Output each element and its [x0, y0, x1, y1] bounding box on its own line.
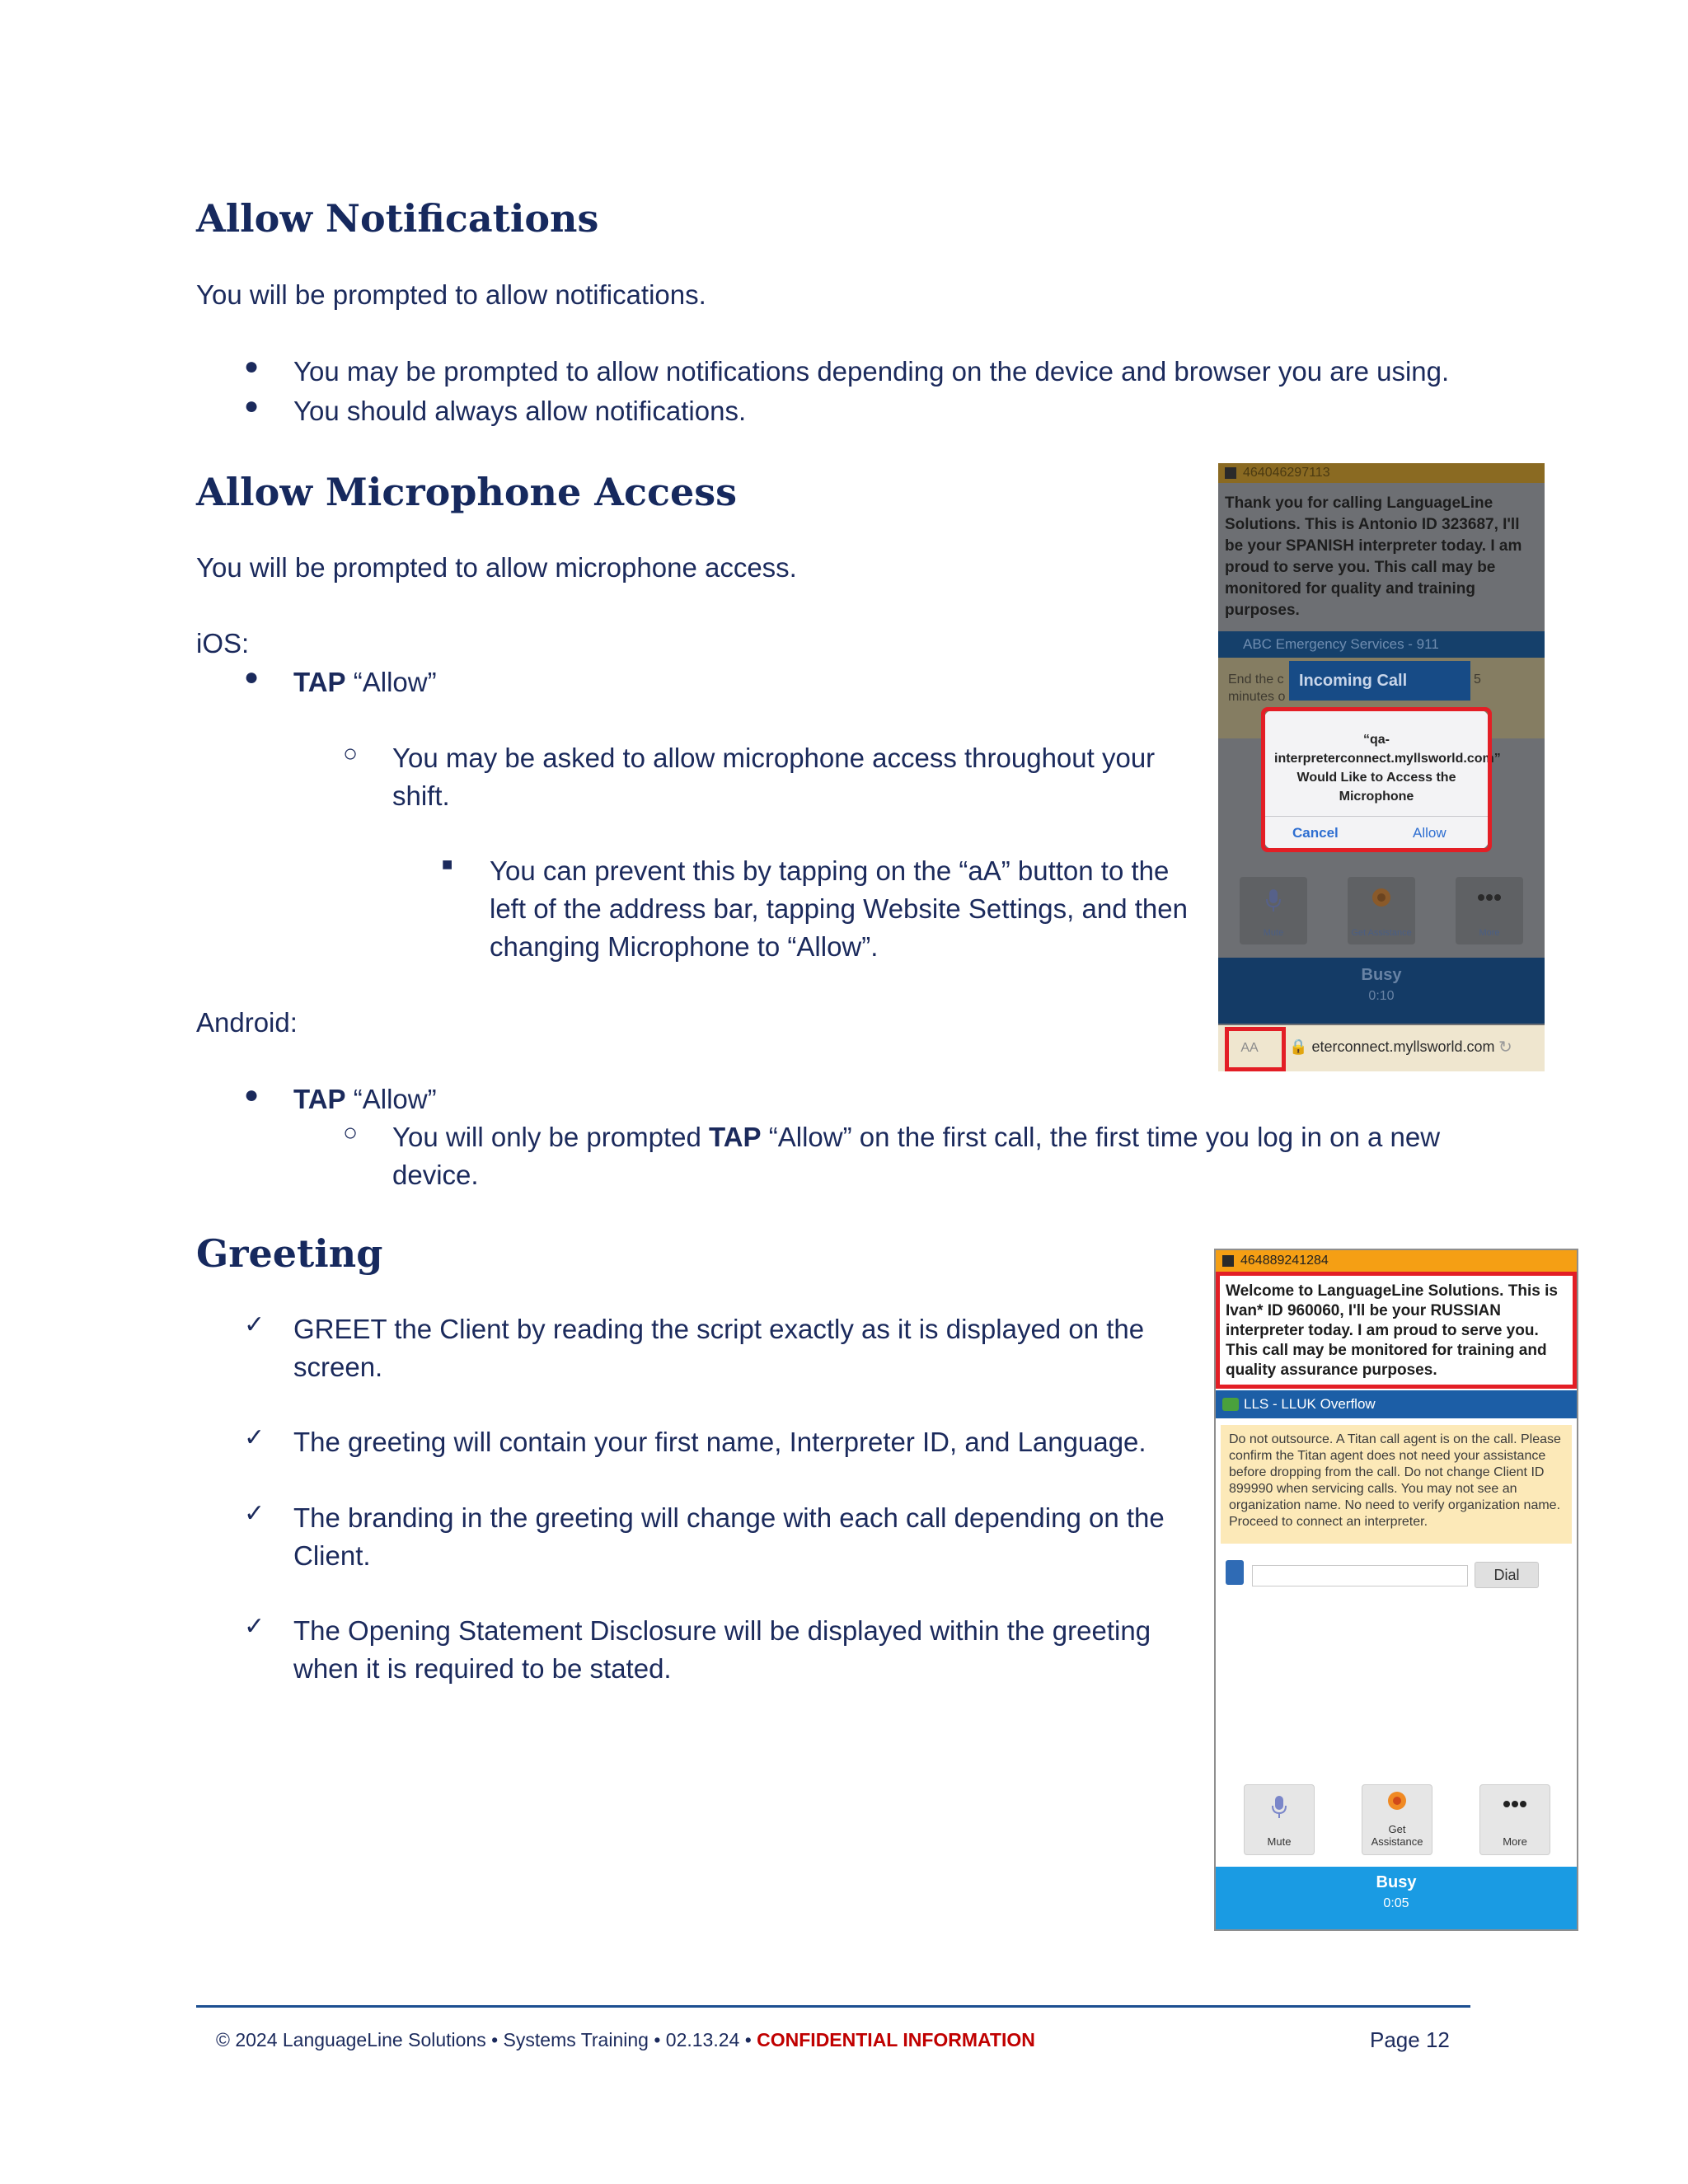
more-label: More [1479, 928, 1500, 938]
android-sub-post: “Allow” on the first call, the first time you log in on a new device. [392, 1122, 1441, 1190]
more-icon [1503, 1800, 1527, 1808]
tap-rest: “Allow” [345, 667, 437, 697]
notifications-bullet-1: You may be prompted to allow notifications depending on the device and browser you are using. [293, 356, 1450, 387]
circle-bullet-icon: ○ [343, 1119, 359, 1146]
cancel-button[interactable]: Cancel [1292, 825, 1339, 841]
more-button[interactable] [1479, 1784, 1550, 1855]
more-icon [1477, 893, 1502, 902]
highlight-frame [1225, 1027, 1286, 1071]
bullet-icon: ● [244, 353, 260, 380]
greeting-screenshot [1214, 1249, 1578, 1931]
greeting-item-2: The greeting will contain your first name, Interpreter ID, and Language. [293, 1427, 1146, 1457]
call-status-bar [1218, 958, 1545, 1024]
browser-address-bar [1218, 1025, 1545, 1071]
square-bullet-icon: ■ [442, 854, 453, 874]
status-text: Busy [1376, 1873, 1417, 1891]
queue-name: ABC Emergency Services - 911 [1243, 636, 1439, 652]
ios-subsub-bullet: You can prevent this by tapping on the “aA” button to the left of the address bar, tapping Website Settings, and then changing Microphone to “Allow”. [490, 855, 1188, 962]
call-timer: 0:10 [1368, 989, 1395, 1003]
greeting-script: Thank you for calling LanguageLine Solutions. This is Antonio ID 323687, I'll be your SPANISH interpreter today. I am proud to serve you. This call may be monitored for quality and training purposes. [1225, 494, 1522, 619]
highlight-frame [1261, 707, 1501, 852]
mute-label: Mute [1263, 928, 1284, 938]
ios-tap-allow [293, 663, 437, 701]
ios-microphone-screenshot [1218, 463, 1545, 1071]
microphone-icon [1264, 888, 1282, 913]
android-sub-pre: You will only be prompted [392, 1122, 710, 1152]
greeting-item-1: GREET the Client by reading the script exactly as it is displayed on the screen. [293, 1314, 1145, 1382]
microphone-icon [1270, 1795, 1288, 1820]
footer-rule [196, 2005, 1470, 2008]
assistance-icon [1371, 887, 1392, 908]
greeting-script: Welcome to LanguageLine Solutions. This is Ivan* ID 960060, I'll be your RUSSIAN interpreter today. I am proud to serve you. This call may be monitored for training and quality assurance purposes. [1226, 1282, 1558, 1379]
queue-name: LLS - LLUK Overflow [1244, 1396, 1376, 1412]
queue-icon [1222, 1398, 1239, 1411]
queue-bar [1218, 631, 1545, 658]
call-id-icon [1225, 467, 1236, 479]
call-id: 464046297113 [1243, 466, 1330, 480]
assistance-icon [1386, 1790, 1408, 1811]
call-timer: 0:05 [1383, 1896, 1409, 1910]
lock-icon: 🔒 [1289, 1038, 1308, 1055]
add-party-icon[interactable] [1226, 1560, 1244, 1585]
client-note-start [1228, 671, 1285, 705]
greeting-item-3: The branding in the greeting will change with each call depending on the Client. [293, 1502, 1165, 1571]
bullet-icon: ● [244, 663, 260, 691]
call-id-icon [1222, 1255, 1234, 1267]
bullet-icon: ● [244, 392, 260, 419]
client-note [1221, 1425, 1572, 1544]
call-id-bar [1218, 463, 1545, 483]
tap-bold: TAP [293, 1084, 346, 1114]
notifications-bullet-2: You should always allow notifications. [293, 396, 747, 426]
queue-bar [1216, 1390, 1577, 1418]
ios-sub-bullet: You may be asked to allow microphone access throughout your shift. [392, 743, 1156, 811]
notifications-intro: You will be prompted to allow notifications. [196, 279, 706, 310]
call-status-bar [1216, 1867, 1577, 1931]
incoming-call-header: Incoming Call [1289, 661, 1470, 701]
android-sub-bullet [392, 1118, 1464, 1194]
footer-text [216, 2029, 1035, 2051]
get-assistance-label: Get Assistance [1351, 928, 1412, 938]
greeting-item-4: The Opening Statement Disclosure will be displayed within the greeting when it is required to be stated. [293, 1615, 1151, 1684]
microphone-intro: You will be prompted to allow microphone access. [196, 552, 797, 583]
get-assistance-label [1362, 1823, 1432, 1848]
more-button[interactable] [1456, 877, 1523, 944]
android-label: Android: [196, 1007, 298, 1038]
checkmark-icon: ✓ [244, 1311, 265, 1338]
ios-label: iOS: [196, 628, 250, 658]
get-assistance-button[interactable] [1362, 1784, 1432, 1855]
checkmark-icon: ✓ [244, 1424, 265, 1451]
heading-allow-microphone: Allow Microphone Access [196, 470, 738, 514]
dialog-message: “qa-interpreterconnect.myllsworld.com” Would Like to Access the Microphone [1274, 733, 1501, 804]
client-note-end: 5 [1474, 673, 1481, 687]
call-id-bar [1216, 1250, 1578, 1272]
aa-button[interactable]: AA [1240, 1041, 1259, 1055]
note-line-2: minutes o [1228, 690, 1286, 704]
mute-button[interactable] [1244, 1784, 1315, 1855]
highlight-frame [1216, 1272, 1577, 1389]
more-label: More [1503, 1835, 1527, 1848]
checkmark-icon: ✓ [244, 1613, 265, 1640]
status-text: Busy [1361, 966, 1402, 984]
client-note-text: Do not outsource. A Titan call agent is on the call. Please confirm the Titan agent does not need your assistance before dropping from the call. Do not change Client ID 899990 when servicing calls. You may not see an organization name. No need to verify organization name. Proceed to connect an interpreter. [1229, 1432, 1561, 1529]
get-assistance-button[interactable] [1348, 877, 1415, 944]
checkmark-icon: ✓ [244, 1500, 265, 1527]
dial-button[interactable]: Dial [1475, 1562, 1539, 1588]
reload-icon[interactable]: ↻ [1498, 1038, 1512, 1057]
address-url[interactable] [1289, 1038, 1495, 1056]
android-sub-bold: TAP [709, 1122, 762, 1152]
tap-bold: TAP [293, 667, 346, 697]
footer-confidential: CONFIDENTIAL INFORMATION [757, 2029, 1035, 2050]
android-tap-allow [293, 1080, 437, 1118]
dial-number-input[interactable] [1252, 1565, 1468, 1586]
heading-greeting: Greeting [196, 1231, 383, 1276]
assistance-label: Assistance [1371, 1835, 1423, 1848]
page-number: Page 12 [1370, 2027, 1450, 2052]
allow-button[interactable]: Allow [1413, 825, 1447, 841]
tap-rest: “Allow” [345, 1084, 437, 1114]
mute-label: Mute [1267, 1835, 1292, 1848]
bullet-icon: ● [244, 1081, 260, 1108]
call-id: 464889241284 [1240, 1254, 1329, 1268]
circle-bullet-icon: ○ [343, 740, 359, 767]
note-line-1: End the c [1228, 673, 1284, 687]
get-label: Get [1388, 1823, 1406, 1835]
heading-allow-notifications: Allow Notifications [196, 196, 599, 241]
mute-button[interactable] [1240, 877, 1307, 944]
url-text: eterconnect.myllsworld.com [1311, 1038, 1495, 1055]
footer-copyright: © 2024 LanguageLine Solutions • Systems Training • 02.13.24 • [216, 2029, 757, 2050]
